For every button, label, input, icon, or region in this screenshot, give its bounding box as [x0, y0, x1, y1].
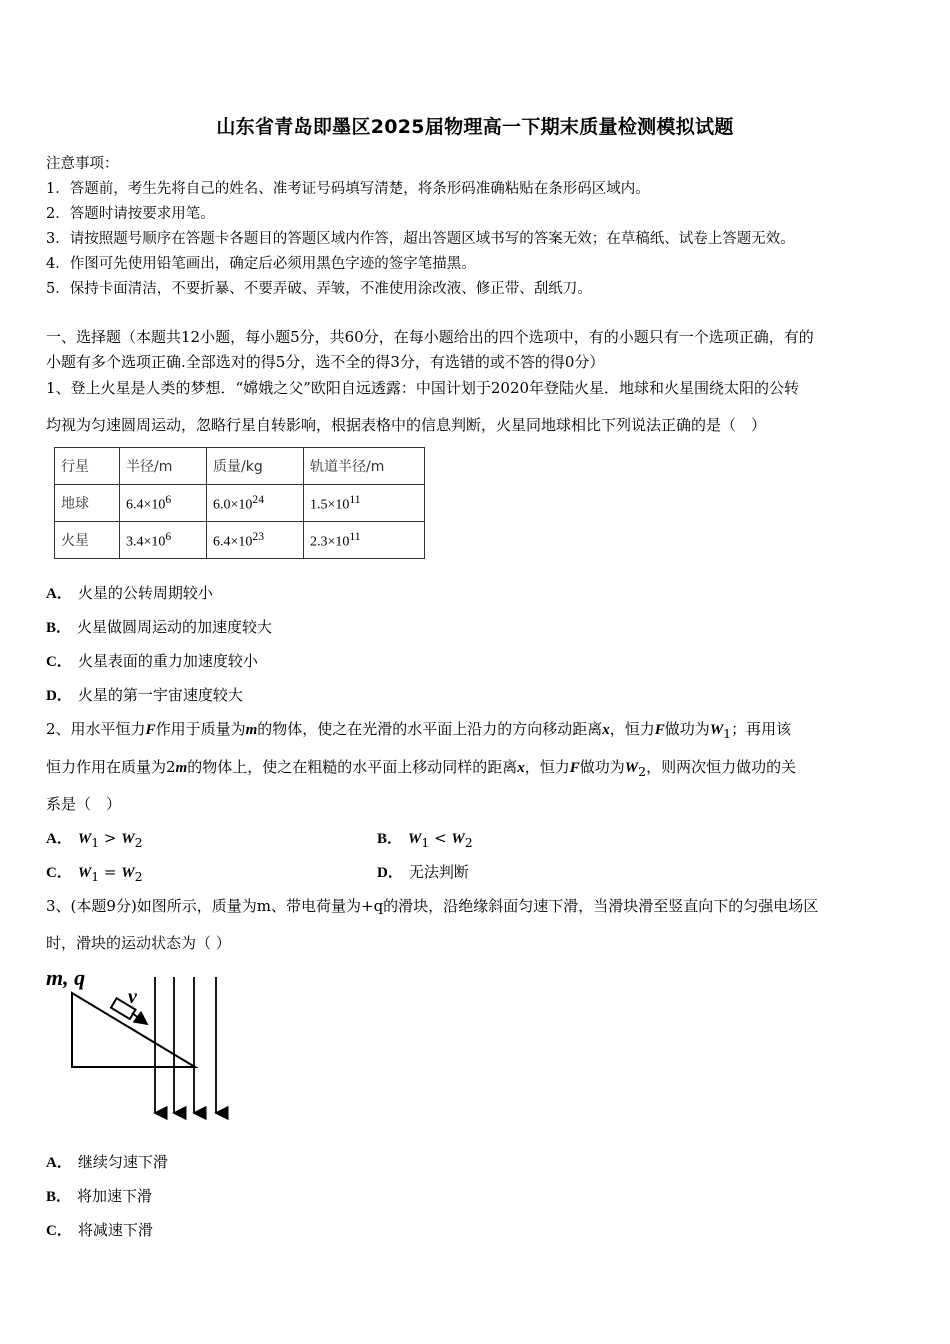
table-row — [55, 485, 425, 522]
table-cell: 火星 — [55, 522, 120, 559]
q1-option-d[interactable]: D． 火星的第一宇宙速度较大 — [46, 686, 243, 704]
table-header: 行星 — [55, 448, 120, 485]
table-cell: $3.4\times 10^6$ — [120, 522, 207, 559]
q2-option-c[interactable]: C． $W_1 = W_2$ — [46, 863, 143, 884]
table-cell: $1.5\times 10^{11}$ — [304, 485, 425, 522]
q2-option-a[interactable]: A． $W_1 > W_2$ — [46, 829, 143, 850]
q1-option-a[interactable]: A． 火星的公转周期较小 — [46, 584, 213, 602]
table-cell: 地球 — [55, 485, 120, 522]
q2-stem-line3: 系是（ ） — [46, 795, 122, 813]
table-cell: $2.3\times 10^{11}$ — [304, 522, 425, 559]
q2-stem-line1: 2、用水平恒力F作用于质量为m的物体，使之在光滑的水平面上沿力的方向移动距离x，恒力F做功为$W_1$；再用该 — [46, 720, 792, 741]
table-header-row — [55, 448, 425, 485]
q1-option-c[interactable]: C． 火星表面的重力加速度较小 — [46, 652, 258, 670]
planet-table — [54, 447, 425, 559]
velocity-label: v — [128, 986, 137, 1008]
table-cell: $6.4\times 10^{23}$ — [207, 522, 304, 559]
section-heading-line1: 一、选择题（本题共12小题，每小题5分，共60分，在每小题给出的四个选项中，有的小题只有一个选项正确，有的 — [46, 328, 814, 346]
mass-charge-label: m, q — [46, 965, 86, 990]
table-header: 质量/kg — [207, 448, 304, 485]
q1-stem-line1: 1、登上火星是人类的梦想．“嫦娥之父”欧阳自远透露：中国计划于2020年登陆火星．地球和火星围绕太阳的公转 — [46, 379, 800, 397]
q3-option-a[interactable]: A． 继续匀速下滑 — [46, 1153, 168, 1171]
incline-electric-field-figure — [40, 965, 240, 1125]
notice-item: 1．答题前，考生先将自己的姓名、准考证号码填写清楚，将条形码准确粘贴在条形码区域内。 — [46, 181, 650, 197]
table-row — [55, 522, 425, 559]
q2-option-d[interactable]: D． 无法判断 — [377, 863, 469, 881]
table-cell: $6.4\times 10^6$ — [120, 485, 207, 522]
notice-heading: 注意事项： — [46, 156, 119, 172]
notice-item: 4．作图可先使用铅笔画出，确定后必须用黑色字迹的签字笔描黑。 — [46, 256, 476, 272]
table-header: 轨道半径/m — [304, 448, 425, 485]
q1-stem-line2: 均视为匀速圆周运动，忽略行星自转影响，根据表格中的信息判断，火星同地球相比下列说法正确的是（ ） — [46, 416, 767, 434]
q2-option-b[interactable]: B． $W_1 < W_2$ — [377, 829, 473, 850]
table-cell: $6.0\times 10^{24}$ — [207, 485, 304, 522]
q3-option-b[interactable]: B． 将加速下滑 — [46, 1187, 153, 1205]
table-header: 半径/m — [120, 448, 207, 485]
section-heading-line2: 小题有多个选项正确.全部选对的得5分，选不全的得3分，有选错的或不答的得0分） — [46, 353, 605, 371]
notice-item: 2．答题时请按要求用笔。 — [46, 206, 215, 222]
q3-stem-line1: 3、(本题9分)如图所示，质量为m、带电荷量为+q的滑块，沿绝缘斜面匀速下滑，当滑块滑至竖直向下的匀强电场区 — [46, 897, 819, 915]
q2-stem-line2: 恒力作用在质量为2m的物体上，使之在粗糙的水平面上移动同样的距离x，恒力F做功为$W_2$，则两次恒力做功的关 — [46, 758, 797, 779]
page-title: 山东省青岛即墨区2025届物理高一下期末质量检测模拟试题 — [216, 116, 734, 138]
notice-item: 5．保持卡面清洁，不要折暴、不要弄破、弄皱，不准使用涂改液、修正带、刮纸刀。 — [46, 281, 592, 297]
velocity-arrow — [132, 1013, 147, 1024]
q3-stem-line2: 时，滑块的运动状态为（ ） — [46, 934, 231, 952]
notice-item: 3．请按照题号顺序在答题卡各题目的答题区域内作答，超出答题区域书写的答案无效；在草稿纸、试卷上答题无效。 — [46, 231, 795, 247]
q1-option-b[interactable]: B． 火星做圆周运动的加速度较大 — [46, 618, 273, 636]
q3-option-c[interactable]: C． 将减速下滑 — [46, 1221, 153, 1239]
